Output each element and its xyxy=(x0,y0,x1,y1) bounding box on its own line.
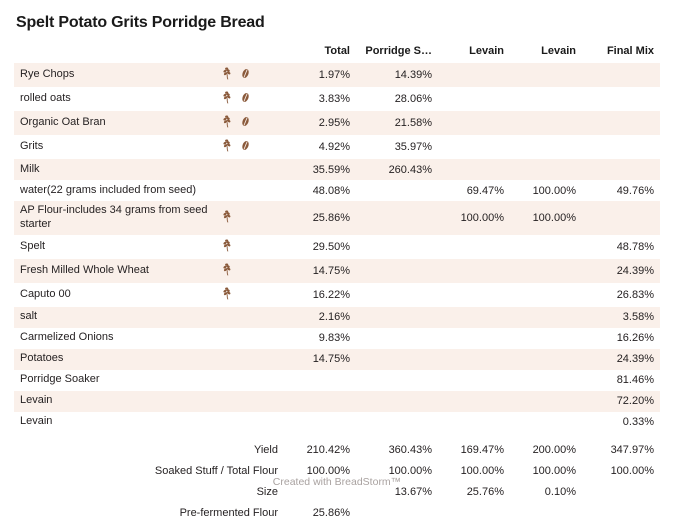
cell-porridge-soaker xyxy=(356,235,438,259)
cell-total: 3.83% xyxy=(318,93,350,105)
ingredient-name: Milk xyxy=(14,159,214,180)
cell-total: 35.59% xyxy=(284,159,356,180)
ingredient-icons xyxy=(214,87,284,111)
summary-final-mix xyxy=(582,503,660,524)
cell-levain-2 xyxy=(510,307,582,328)
cell-porridge-soaker xyxy=(356,259,438,283)
ingredient-icons xyxy=(214,111,284,135)
cell-final-mix xyxy=(582,159,660,180)
summary-row xyxy=(14,440,660,461)
table-header xyxy=(14,42,660,63)
summary-label: Yield xyxy=(253,444,278,456)
cell-levain-2: 100.00% xyxy=(510,201,582,235)
cell-final-mix: 24.39% xyxy=(582,259,660,283)
table-row xyxy=(14,201,660,235)
cell-total: 14.75% xyxy=(284,259,356,283)
cell-levain-1: 69.47% xyxy=(466,184,504,197)
table-row xyxy=(14,307,660,328)
cell-final-mix xyxy=(582,135,660,159)
table-row xyxy=(14,349,660,370)
wheat-icon xyxy=(220,114,235,132)
cell-porridge-soaker: 28.06% xyxy=(394,93,432,105)
cell-total: 1.97% xyxy=(284,63,356,87)
ingredient-icons xyxy=(214,412,284,433)
cell-final-mix xyxy=(582,87,660,111)
cell-levain-1 xyxy=(438,235,510,259)
cell-porridge-soaker xyxy=(356,412,438,433)
ingredient-name: Carmelized Onions xyxy=(20,331,114,344)
table-row xyxy=(14,63,660,87)
cell-levain-1 xyxy=(438,159,510,180)
cell-total: 29.50% xyxy=(312,240,350,253)
ingredient-name: water(22 grams included from seed) xyxy=(20,183,197,196)
cell-porridge-soaker: 260.43% xyxy=(356,159,438,180)
cell-levain-1 xyxy=(438,111,510,135)
ingredient-icons xyxy=(214,328,284,349)
summary-levain-2: 100.00% xyxy=(532,465,576,477)
cell-levain-2: 100.00% xyxy=(532,184,576,197)
cell-porridge-soaker xyxy=(356,180,438,201)
cell-levain-2 xyxy=(510,159,582,180)
column-header-icons xyxy=(214,42,284,63)
table-row xyxy=(14,235,660,259)
column-header-levain-1: Levain xyxy=(469,45,504,57)
cell-levain-2 xyxy=(510,111,582,135)
summary-levain-2: 200.00% xyxy=(532,444,576,456)
cell-total: 2.95% xyxy=(284,111,356,135)
ingredient-icons xyxy=(214,159,284,180)
wheat-icon xyxy=(220,238,235,256)
cell-final-mix: 24.39% xyxy=(582,349,660,370)
cell-levain-1 xyxy=(438,259,510,283)
cell-levain-2 xyxy=(510,283,582,307)
table-row xyxy=(14,159,660,180)
summary-porridge-soaker xyxy=(356,503,438,524)
summary-levain-1 xyxy=(438,503,510,524)
cell-porridge-soaker xyxy=(356,349,438,370)
cell-final-mix xyxy=(582,111,660,135)
ingredient-icons xyxy=(214,63,284,87)
table-body xyxy=(14,63,660,433)
cell-final-mix: 16.26% xyxy=(616,332,654,344)
ingredient-icons xyxy=(214,307,284,328)
cell-final-mix xyxy=(582,201,660,235)
summary-final-mix: 347.97% xyxy=(610,444,654,456)
ingredient-icons xyxy=(214,370,284,391)
summary-levain-2 xyxy=(510,503,582,524)
page-title: Spelt Potato Grits Porridge Bread xyxy=(16,14,265,31)
summary-porridge-soaker: 100.00% xyxy=(388,465,432,477)
cell-total xyxy=(284,391,356,412)
table-row xyxy=(14,283,660,307)
wheat-icon xyxy=(220,209,235,227)
cell-total: 2.16% xyxy=(284,307,356,328)
formula-table xyxy=(14,42,660,433)
cell-levain-2 xyxy=(510,412,582,433)
cell-levain-2 xyxy=(510,135,582,159)
cell-total: 25.86% xyxy=(284,201,356,235)
table-row xyxy=(14,135,660,159)
cell-levain-2 xyxy=(510,328,582,349)
cell-levain-1 xyxy=(438,87,510,111)
seed-icon xyxy=(238,90,253,108)
cell-levain-1 xyxy=(438,412,510,433)
wheat-icon xyxy=(220,138,235,156)
table-row xyxy=(14,111,660,135)
ingredient-name: rolled oats xyxy=(20,92,71,105)
ingredient-name: Rye Chops xyxy=(14,63,214,87)
wheat-icon xyxy=(220,90,235,108)
table-row xyxy=(14,370,660,391)
cell-levain-1 xyxy=(438,370,510,391)
ingredient-name: AP Flour-includes 34 grams from seed starter xyxy=(14,201,214,235)
cell-final-mix: 49.76% xyxy=(616,184,654,197)
cell-total: 48.08% xyxy=(312,184,350,197)
column-header-final-mix: Final Mix xyxy=(606,45,654,57)
summary-levain-2: 0.10% xyxy=(544,486,576,498)
seed-icon xyxy=(238,66,253,84)
table-row xyxy=(14,391,660,412)
table-row xyxy=(14,259,660,283)
summary-total: 210.42% xyxy=(306,444,350,456)
ingredient-name: Potatoes xyxy=(14,349,214,370)
cell-levain-1 xyxy=(438,63,510,87)
ingredient-name: Fresh Milled Whole Wheat xyxy=(14,259,214,283)
cell-levain-1: 100.00% xyxy=(438,201,510,235)
cell-total: 14.75% xyxy=(284,349,356,370)
cell-levain-2 xyxy=(510,349,582,370)
footer-credit: Created with BreadStorm™ xyxy=(272,476,402,488)
cell-porridge-soaker xyxy=(356,370,438,391)
cell-final-mix: 81.46% xyxy=(616,374,654,386)
cell-total: 16.22% xyxy=(312,288,350,301)
ingredient-icons xyxy=(214,201,284,235)
summary-total: 100.00% xyxy=(306,465,350,477)
cell-final-mix: 3.58% xyxy=(582,307,660,328)
cell-porridge-soaker xyxy=(356,201,438,235)
summary-row xyxy=(14,503,660,524)
wheat-icon xyxy=(220,286,235,304)
summary-label: Size xyxy=(256,486,278,498)
summary-levain-1: 100.00% xyxy=(460,465,504,477)
summary-levain-1: 169.47% xyxy=(460,444,504,456)
cell-levain-1 xyxy=(438,391,510,412)
column-header-porridge-soaker: Porridge S… xyxy=(365,45,432,57)
cell-total: 4.92% xyxy=(318,141,350,153)
cell-porridge-soaker: 14.39% xyxy=(356,63,438,87)
cell-final-mix xyxy=(582,63,660,87)
cell-levain-2 xyxy=(510,259,582,283)
wheat-icon xyxy=(220,66,235,84)
table-row xyxy=(14,328,660,349)
ingredient-icons xyxy=(214,235,284,259)
cell-levain-1 xyxy=(438,135,510,159)
ingredient-icons xyxy=(214,391,284,412)
cell-levain-1 xyxy=(438,283,510,307)
cell-final-mix: 26.83% xyxy=(616,288,654,301)
summary-label: Pre-fermented Flour xyxy=(179,507,278,519)
ingredient-icons xyxy=(214,283,284,307)
column-header-ingredient xyxy=(14,42,214,63)
cell-levain-1 xyxy=(438,349,510,370)
ingredient-icons xyxy=(214,135,284,159)
seed-icon xyxy=(238,138,253,156)
cell-porridge-soaker xyxy=(356,328,438,349)
cell-total xyxy=(284,370,356,391)
column-header-total: Total xyxy=(324,45,350,57)
cell-final-mix: 0.33% xyxy=(622,416,654,428)
ingredient-icons xyxy=(214,349,284,370)
ingredient-name: Caputo 00 xyxy=(20,287,71,300)
column-header-levain-2: Levain xyxy=(541,45,576,57)
table-row xyxy=(14,180,660,201)
cell-porridge-soaker: 35.97% xyxy=(394,141,432,153)
ingredient-name: Spelt xyxy=(20,239,46,252)
cell-levain-1 xyxy=(438,307,510,328)
cell-total: 9.83% xyxy=(318,332,350,344)
ingredient-name: Grits xyxy=(20,140,44,153)
cell-levain-2 xyxy=(510,391,582,412)
wheat-icon xyxy=(220,262,235,280)
cell-levain-2 xyxy=(510,235,582,259)
ingredient-name: Organic Oat Bran xyxy=(14,111,214,135)
header-row xyxy=(14,42,660,63)
summary-final-mix: 100.00% xyxy=(610,465,654,477)
table-row xyxy=(14,87,660,111)
cell-levain-2 xyxy=(510,370,582,391)
summary-porridge-soaker: 13.67% xyxy=(394,486,432,498)
summary-levain-1: 25.76% xyxy=(466,486,504,498)
cell-porridge-soaker xyxy=(356,391,438,412)
cell-levain-2 xyxy=(510,63,582,87)
ingredient-icons xyxy=(214,180,284,201)
ingredient-name: Levain xyxy=(20,415,53,428)
table-row xyxy=(14,412,660,433)
ingredient-name: salt xyxy=(14,307,214,328)
ingredient-icons xyxy=(214,259,284,283)
cell-total xyxy=(284,412,356,433)
summary-label: Soaked Stuff / Total Flour xyxy=(154,465,278,477)
cell-porridge-soaker xyxy=(356,307,438,328)
cell-porridge-soaker: 21.58% xyxy=(356,111,438,135)
cell-levain-1 xyxy=(438,328,510,349)
cell-final-mix: 72.20% xyxy=(582,391,660,412)
cell-final-mix: 48.78% xyxy=(616,240,654,253)
ingredient-name: Levain xyxy=(14,391,214,412)
seed-icon xyxy=(238,114,253,132)
summary-total: 25.86% xyxy=(312,507,350,519)
cell-porridge-soaker xyxy=(356,283,438,307)
summary-porridge-soaker: 360.43% xyxy=(388,444,432,456)
ingredient-name: Porridge Soaker xyxy=(20,373,100,386)
cell-levain-2 xyxy=(510,87,582,111)
